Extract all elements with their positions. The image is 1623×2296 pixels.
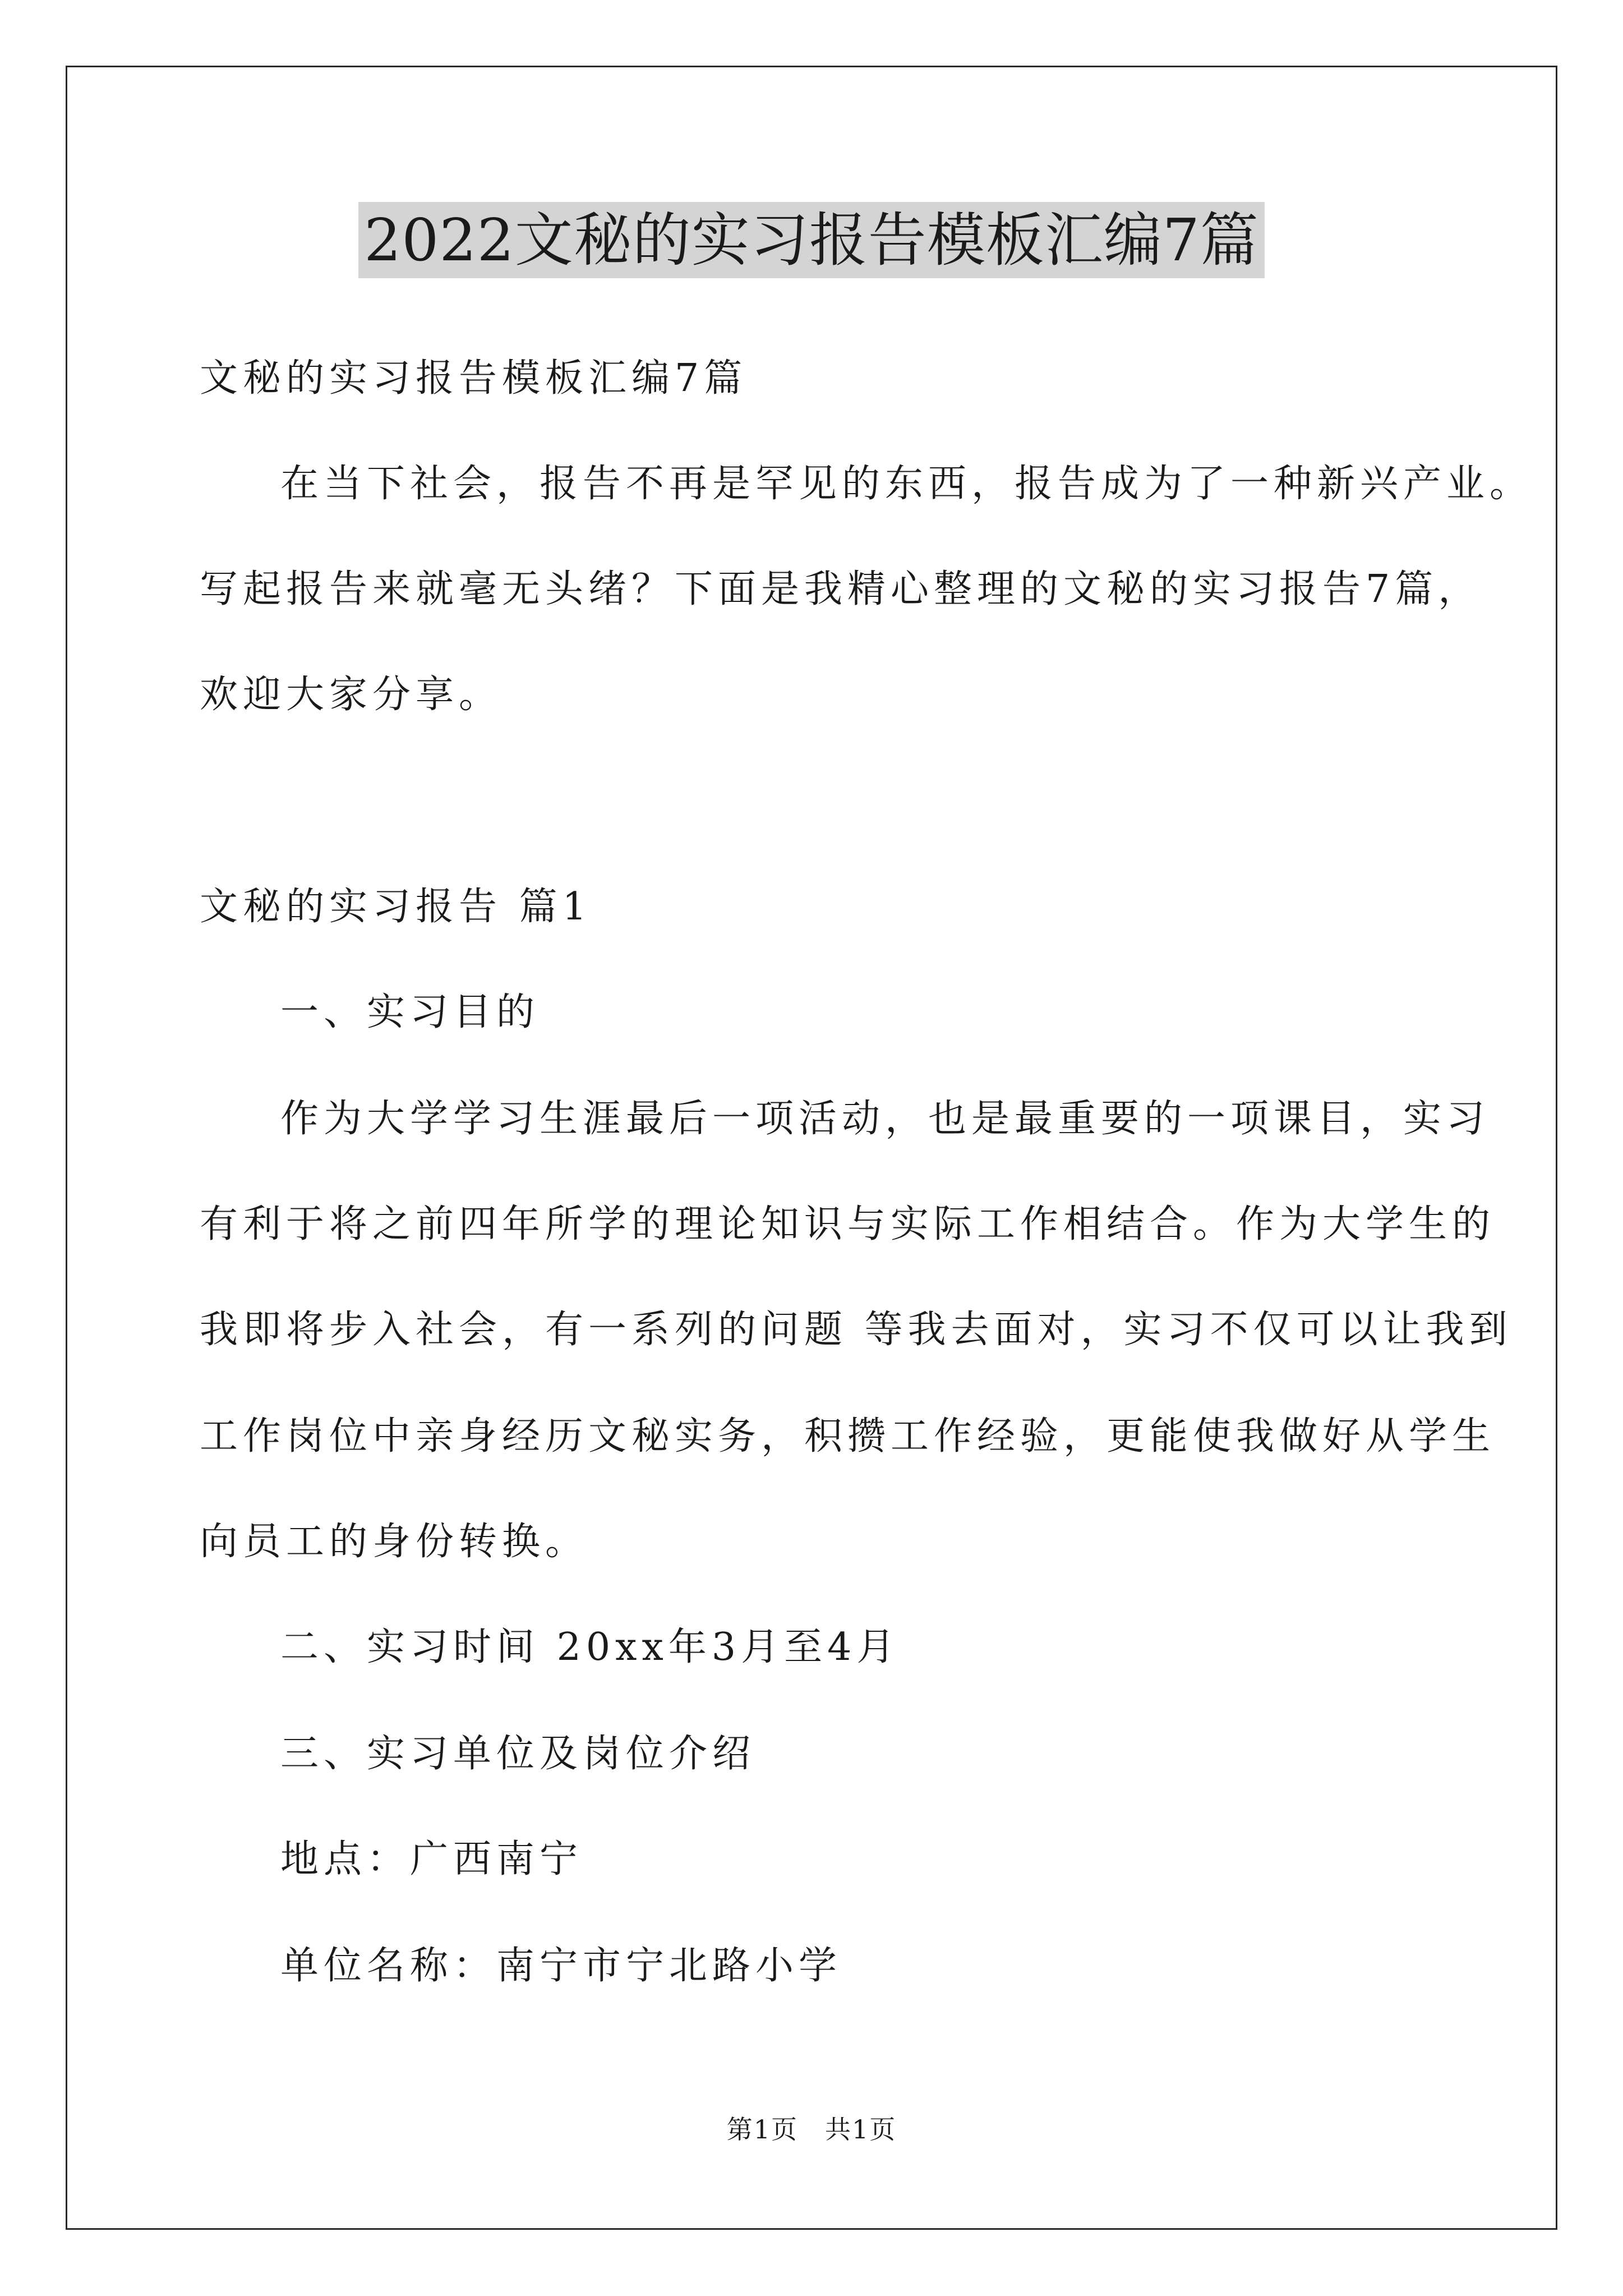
page-footer: 第1页 共1页 xyxy=(726,2114,897,2145)
unit-name-line: 单位名称：南宁市宁北路小学 xyxy=(280,1944,842,1988)
title-container xyxy=(0,202,1623,278)
unit-heading: 三、实习单位及岗位介绍 xyxy=(280,1732,756,1776)
section-heading: 文秘的实习报告 篇1 xyxy=(200,885,592,929)
intro-line-2: 写起报告来就毫无头绪？下面是我精心整理的文秘的实习报告7篇， xyxy=(200,567,1482,611)
purpose-line-1: 作为大学学习生涯最后一项活动，也是最重要的一项课目，实习 xyxy=(280,1097,1490,1141)
intro-line-3: 欢迎大家分享。 xyxy=(200,673,502,717)
purpose-heading: 一、实习目的 xyxy=(280,990,540,1034)
purpose-line-5: 向员工的身份转换。 xyxy=(200,1520,589,1564)
purpose-line-2: 有利于将之前四年所学的理论知识与实际工作相结合。作为大学生的 xyxy=(200,1202,1496,1246)
purpose-line-3: 我即将步入社会，有一系列的问题 等我去面对，实习不仅可以让我到 xyxy=(200,1308,1513,1352)
document-subtitle: 文秘的实习报告模板汇编7篇 xyxy=(200,356,748,401)
purpose-line-4: 工作岗位中亲身经历文秘实务，积攒工作经验，更能使我做好从学生 xyxy=(200,1414,1496,1458)
intro-line-1: 在当下社会，报告不再是罕见的东西，报告成为了一种新兴产业。 xyxy=(280,462,1533,506)
location-line: 地点：广西南宁 xyxy=(280,1837,583,1881)
document-title: 2022文秘的实习报告模板汇编7篇 xyxy=(358,202,1265,278)
time-line: 二、实习时间 20xx年3月至4月 xyxy=(280,1625,900,1669)
